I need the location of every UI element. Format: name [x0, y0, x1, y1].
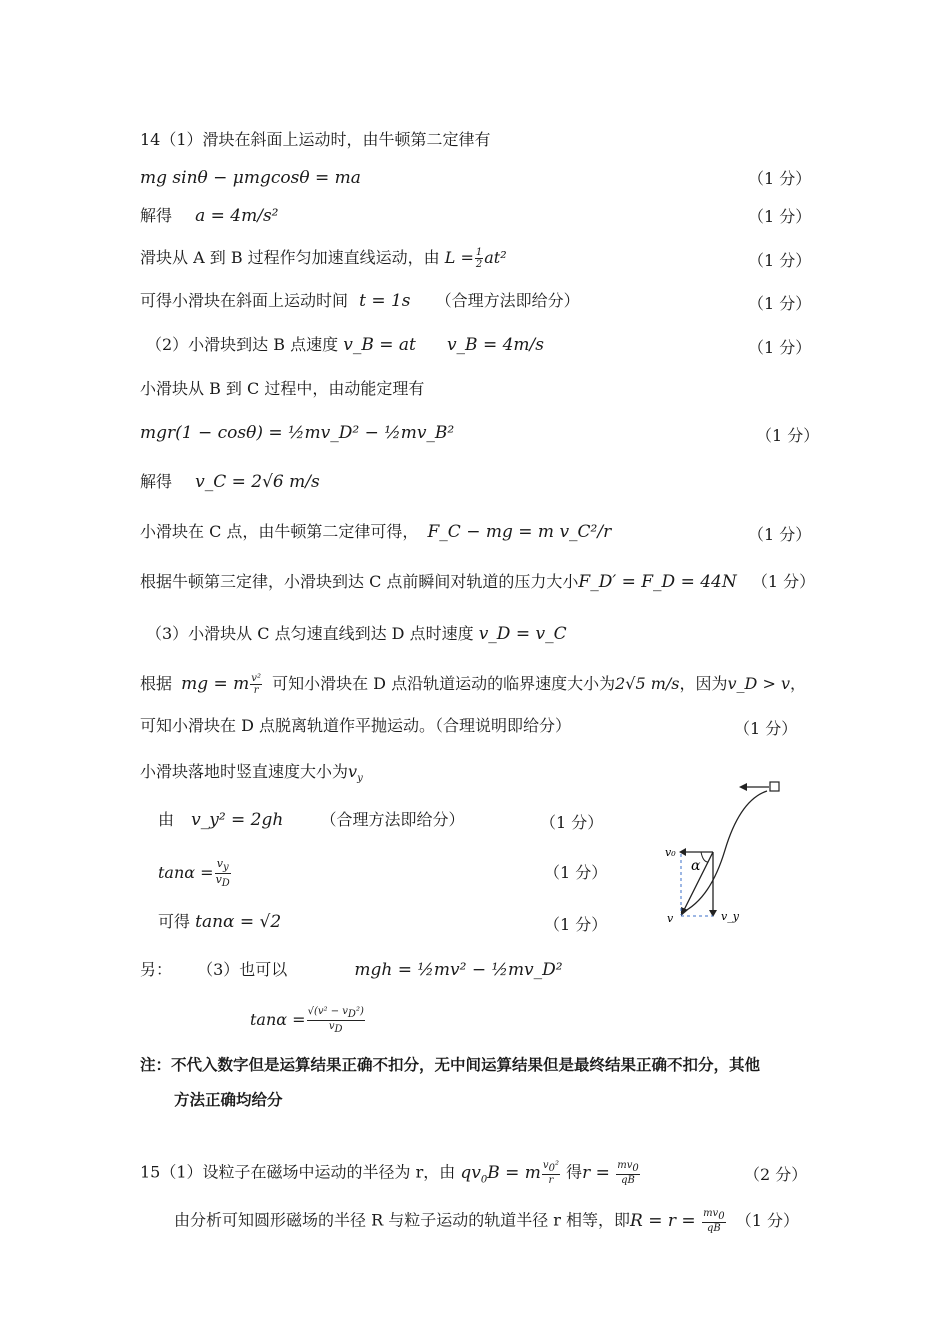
- crit-eq: mg = m $\frac{\text{v²}}{r}$: [181, 673, 261, 696]
- p2-text: （2）小滑块到达 B 点速度: [146, 335, 339, 354]
- crit-end: ，: [790, 674, 807, 693]
- q15-score-1: （2 分）: [744, 1165, 808, 1184]
- q14-alt-tan-line: [250, 1006, 366, 1035]
- third-law-text: 根据牛顿第三定律，小滑块到达 C 点前瞬间对轨道的压力大小: [140, 572, 579, 591]
- note-line-2: 方法正确均给分: [174, 1091, 283, 1109]
- projectile-diagram: [655, 770, 795, 940]
- alt-eq: mgh = ½mv² − ½mv_D²: [354, 960, 563, 980]
- score-7: （1 分）: [748, 525, 812, 544]
- label-alpha: α: [691, 858, 701, 874]
- tan-fraction: $\frac{v_y}{v_D}$: [215, 857, 230, 890]
- q15-de-label: 得: [566, 1162, 583, 1182]
- q15-score-2: （1 分）: [735, 1210, 799, 1230]
- score-1: （1 分）: [748, 169, 812, 188]
- q14-tan-line: [158, 858, 232, 889]
- q15-r-eq: r = $\frac{mv_0}{qB}$: [582, 1160, 639, 1186]
- launch-arrowhead: [739, 783, 747, 791]
- block-icon: [770, 782, 779, 791]
- q15-line2-text: 由分析可知圆形磁场的半径 R 与粒子运动的轨道半径 r 相等，即: [174, 1210, 631, 1230]
- vy-text: 小滑块落地时竖直速度大小为: [140, 762, 349, 781]
- q14-projectile-line: 可知小滑块在 D 点脱离轨道作平抛运动。（合理说明即给分）: [140, 716, 572, 735]
- score-6: （1 分）: [756, 426, 820, 445]
- crit-text-2: 可知小滑块在 D 点沿轨道运动的临界速度大小为: [272, 674, 616, 693]
- q15-line1-eq: $qv_0B = m$ $\frac{v_0^2}{r}$: [460, 1160, 559, 1186]
- label-v: v: [667, 912, 674, 925]
- vb-eq2: v_B = 4m/s: [446, 335, 544, 355]
- q14-p2-line: [146, 333, 544, 357]
- alt-label: 另：: [140, 960, 173, 979]
- vy-note: （合理方法即给分）: [320, 810, 465, 829]
- label-v0: v₀: [665, 846, 676, 859]
- q14-c-line: [140, 520, 611, 544]
- q14-vy-eq-line: [158, 808, 464, 832]
- half-fraction: $\frac{1}{2}$: [475, 247, 483, 270]
- vb-eq1: v_B = at: [343, 335, 416, 355]
- p3-eq: v_D = v_C: [478, 624, 567, 644]
- q14-vy-line: [140, 760, 363, 791]
- jie-de-label: 解得: [140, 206, 173, 225]
- q14-tan-result-line: [158, 910, 281, 934]
- score-9: （1 分）: [734, 719, 798, 738]
- acc-eq: a = 4m/s²: [195, 206, 279, 226]
- c-text: 小滑块在 C 点，由牛顿第二定律可得，: [140, 522, 419, 541]
- alt-tan-fraction: $\frac{√(v^2 - v_D^2)}{v_D}$: [307, 1006, 364, 1035]
- q14-alt-line: [140, 958, 563, 982]
- t-eq: t = 1s: [359, 291, 411, 311]
- score-11: （1 分）: [544, 863, 608, 882]
- q14-vc-line: [140, 470, 320, 494]
- crit-text-1: 根据: [140, 674, 173, 693]
- t-note: （合理方法即给分）: [435, 291, 580, 310]
- q14-critical-line: [140, 672, 806, 696]
- angle-arc: [701, 852, 708, 862]
- score-2: （1 分）: [748, 207, 812, 226]
- note-line-1: 注：不代入数字但是运算结果正确不扣分，无中间运算结果但是最终结果正确不扣分，其他: [140, 1056, 761, 1074]
- q14-eq-newton: mg sinθ − μmgcosθ = ma: [140, 168, 361, 188]
- score-12: （1 分）: [544, 915, 608, 934]
- label-vy: v_y: [721, 910, 739, 923]
- c-eq: F_C − mg = m v_C²/r: [427, 522, 612, 542]
- t-text: 可得小滑块在斜面上运动时间: [140, 291, 349, 310]
- tan-result: tanα = √2: [195, 912, 282, 932]
- score-10: （1 分）: [540, 813, 604, 832]
- crit-cmp: v_D > v: [727, 674, 790, 693]
- q15-line-1: [140, 1160, 641, 1192]
- ab-text: 滑块从 A 到 B 过程作匀加速直线运动，由: [140, 248, 440, 267]
- score-4: （1 分）: [748, 294, 812, 313]
- q14-ab-line: [140, 246, 507, 270]
- p3-text: （3）小滑块从 C 点匀速直线到达 D 点时速度: [146, 624, 474, 643]
- score-8: （1 分）: [751, 572, 816, 591]
- score-5: （1 分）: [748, 338, 812, 357]
- q14-acc-line: [140, 204, 279, 228]
- q14-bc-line: 小滑块从 B 到 C 过程中，由动能定理有: [140, 379, 425, 398]
- q15-line1-text: 15（1）设粒子在磁场中运动的半径为 r，由: [140, 1162, 456, 1182]
- q14-p3-line: [146, 622, 567, 646]
- v0-arrowhead: [679, 848, 686, 856]
- vc-eq: v_C = 2√6 m/s: [195, 472, 320, 492]
- q14-title: 14（1）滑块在斜面上运动时，由牛顿第二定律有: [140, 130, 491, 149]
- third-law-eq: F_D′ = F_D = 44N: [578, 572, 737, 592]
- q14-time-line: [140, 289, 580, 313]
- q14-third-law-line: [140, 570, 815, 594]
- q15-line-2: [174, 1208, 799, 1234]
- q15-line2-eq: R = r = $\frac{mv_0}{qB}$: [630, 1208, 725, 1234]
- score-3: （1 分）: [748, 251, 812, 270]
- alt-tan-label: tanα =: [250, 1010, 306, 1029]
- kede-label: 可得: [158, 912, 191, 931]
- ab-eq-L: L =: [444, 248, 474, 267]
- alt-text: （3）也可以: [197, 960, 288, 979]
- ab-eq-rest: at²: [484, 248, 507, 267]
- tan-label: tanα =: [158, 863, 214, 883]
- you-label: 由: [158, 810, 175, 829]
- vy-eq: v_y² = 2gh: [191, 810, 284, 830]
- crit-text-3: ，因为: [679, 674, 728, 693]
- crit-speed: 2√5 m/s: [615, 674, 680, 693]
- q14-energy-eq: mgr(1 − cosθ) = ½mv_D² − ½mv_B²: [140, 423, 455, 443]
- jie-de-label-2: 解得: [140, 472, 173, 491]
- vy-symbol: $v_y$: [348, 762, 363, 785]
